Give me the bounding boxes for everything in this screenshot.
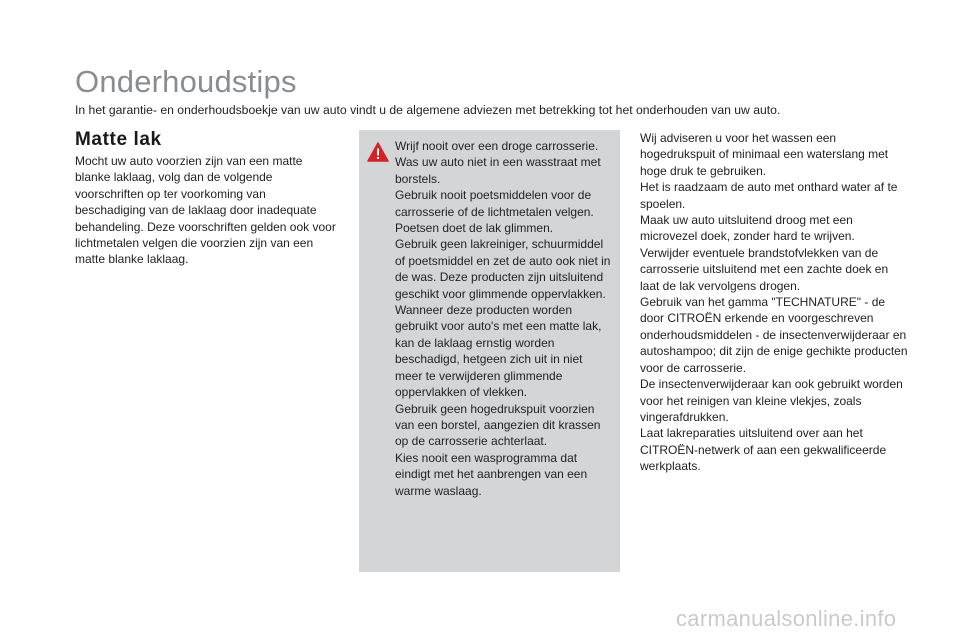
- warning-paragraph: Gebruik nooit poetsmiddelen voor de carrosserie of de lichtmetalen velgen.: [395, 188, 594, 219]
- matte-paint-intro: [75, 153, 337, 268]
- warning-exclamation-icon: [367, 142, 389, 162]
- intro-text: In het garantie- en onderhoudsboekje van uw auto vindt u de algemene adviezen met betrekking tot het onderhouden van uw auto.: [75, 103, 781, 117]
- advice-paragraph: Gebruik van het gamma "TECHNATURE" - de door CITROËN erkende en voorgeschreven onderhoudsmiddelen - de insectenverwijderaar en autoshampoo; dit zijn de enige gechikte producten voor de carrosserie.: [640, 295, 908, 375]
- warning-box: [359, 130, 620, 572]
- advice-paragraph: Het is raadzaam de auto met onthard water af te spoelen.: [640, 180, 898, 211]
- advice-paragraph: De insectenverwijderaar kan ook gebruikt worden voor het reinigen van kleine vlekjes, zoals vingerafdrukken.: [640, 377, 903, 424]
- warning-paragraph: Gebruik geen hogedrukspuit voorzien van een borstel, aangezien dit krassen op de carrosserie achterlaat.: [395, 401, 601, 449]
- warning-paragraph: Poetsen doet de lak glimmen.: [395, 221, 554, 236]
- advice-paragraph: Wij adviseren u voor het wassen een hogedrukspuit of minimaal een waterslang met hoge druk te gebruiken.: [640, 131, 889, 178]
- warning-paragraph: Wrijf nooit over een droge carrosserie. Was uw auto niet in een wasstraat met borstels.: [395, 139, 601, 186]
- warning-paragraph: Kies nooit een wasprogramma dat eindigt met het aanbrengen van een warme waslaag.: [395, 450, 588, 498]
- washing-advice: [640, 130, 910, 475]
- warning-paragraph: Gebruik geen lakreiniger, schuurmiddel of poetsmiddel en zet de auto ook niet in de was. Deze producten zijn uitsluitend geschikt voor glimmende oppervlakken. Wanneer deze producten worden gebruikt voor auto's met een matte lak, kan de laklaag ernstig worden beschadigd, hetgeen zich uit in niet meer te verwijderen glimmende oppervlakken of vlekken.: [395, 237, 611, 400]
- watermark: carmanualsonline.info: [676, 606, 897, 631]
- advice-paragraph: Laat lakreparaties uitsluitend over aan het CITROËN-netwerk of aan een gekwalificeerde werkplaats.: [640, 426, 887, 474]
- advice-paragraph: Maak uw auto uitsluitend droog met een microvezel doek, zonder hard te wrijven.: [640, 213, 855, 244]
- warning-text: [395, 138, 613, 499]
- advice-paragraph: Verwijder eventuele brandstofvlekken van de carrosserie uitsluitend met een zachte doek en laat de lak vervolgens drogen.: [640, 245, 889, 293]
- matte-paint-paragraph: Mocht uw auto voorzien zijn van een matte blanke laklaag, volg dan de volgende voorschriften op ter voorkoming van beschadiging van de laklaag door inadequate behandeling. Deze voorschriften gelden ook voor lichtmetalen velgen die voorzien zijn van een matte blanke laklaag.: [75, 154, 336, 267]
- section-heading: Matte lak: [75, 129, 162, 150]
- page-title: Onderhoudstips: [75, 64, 297, 99]
